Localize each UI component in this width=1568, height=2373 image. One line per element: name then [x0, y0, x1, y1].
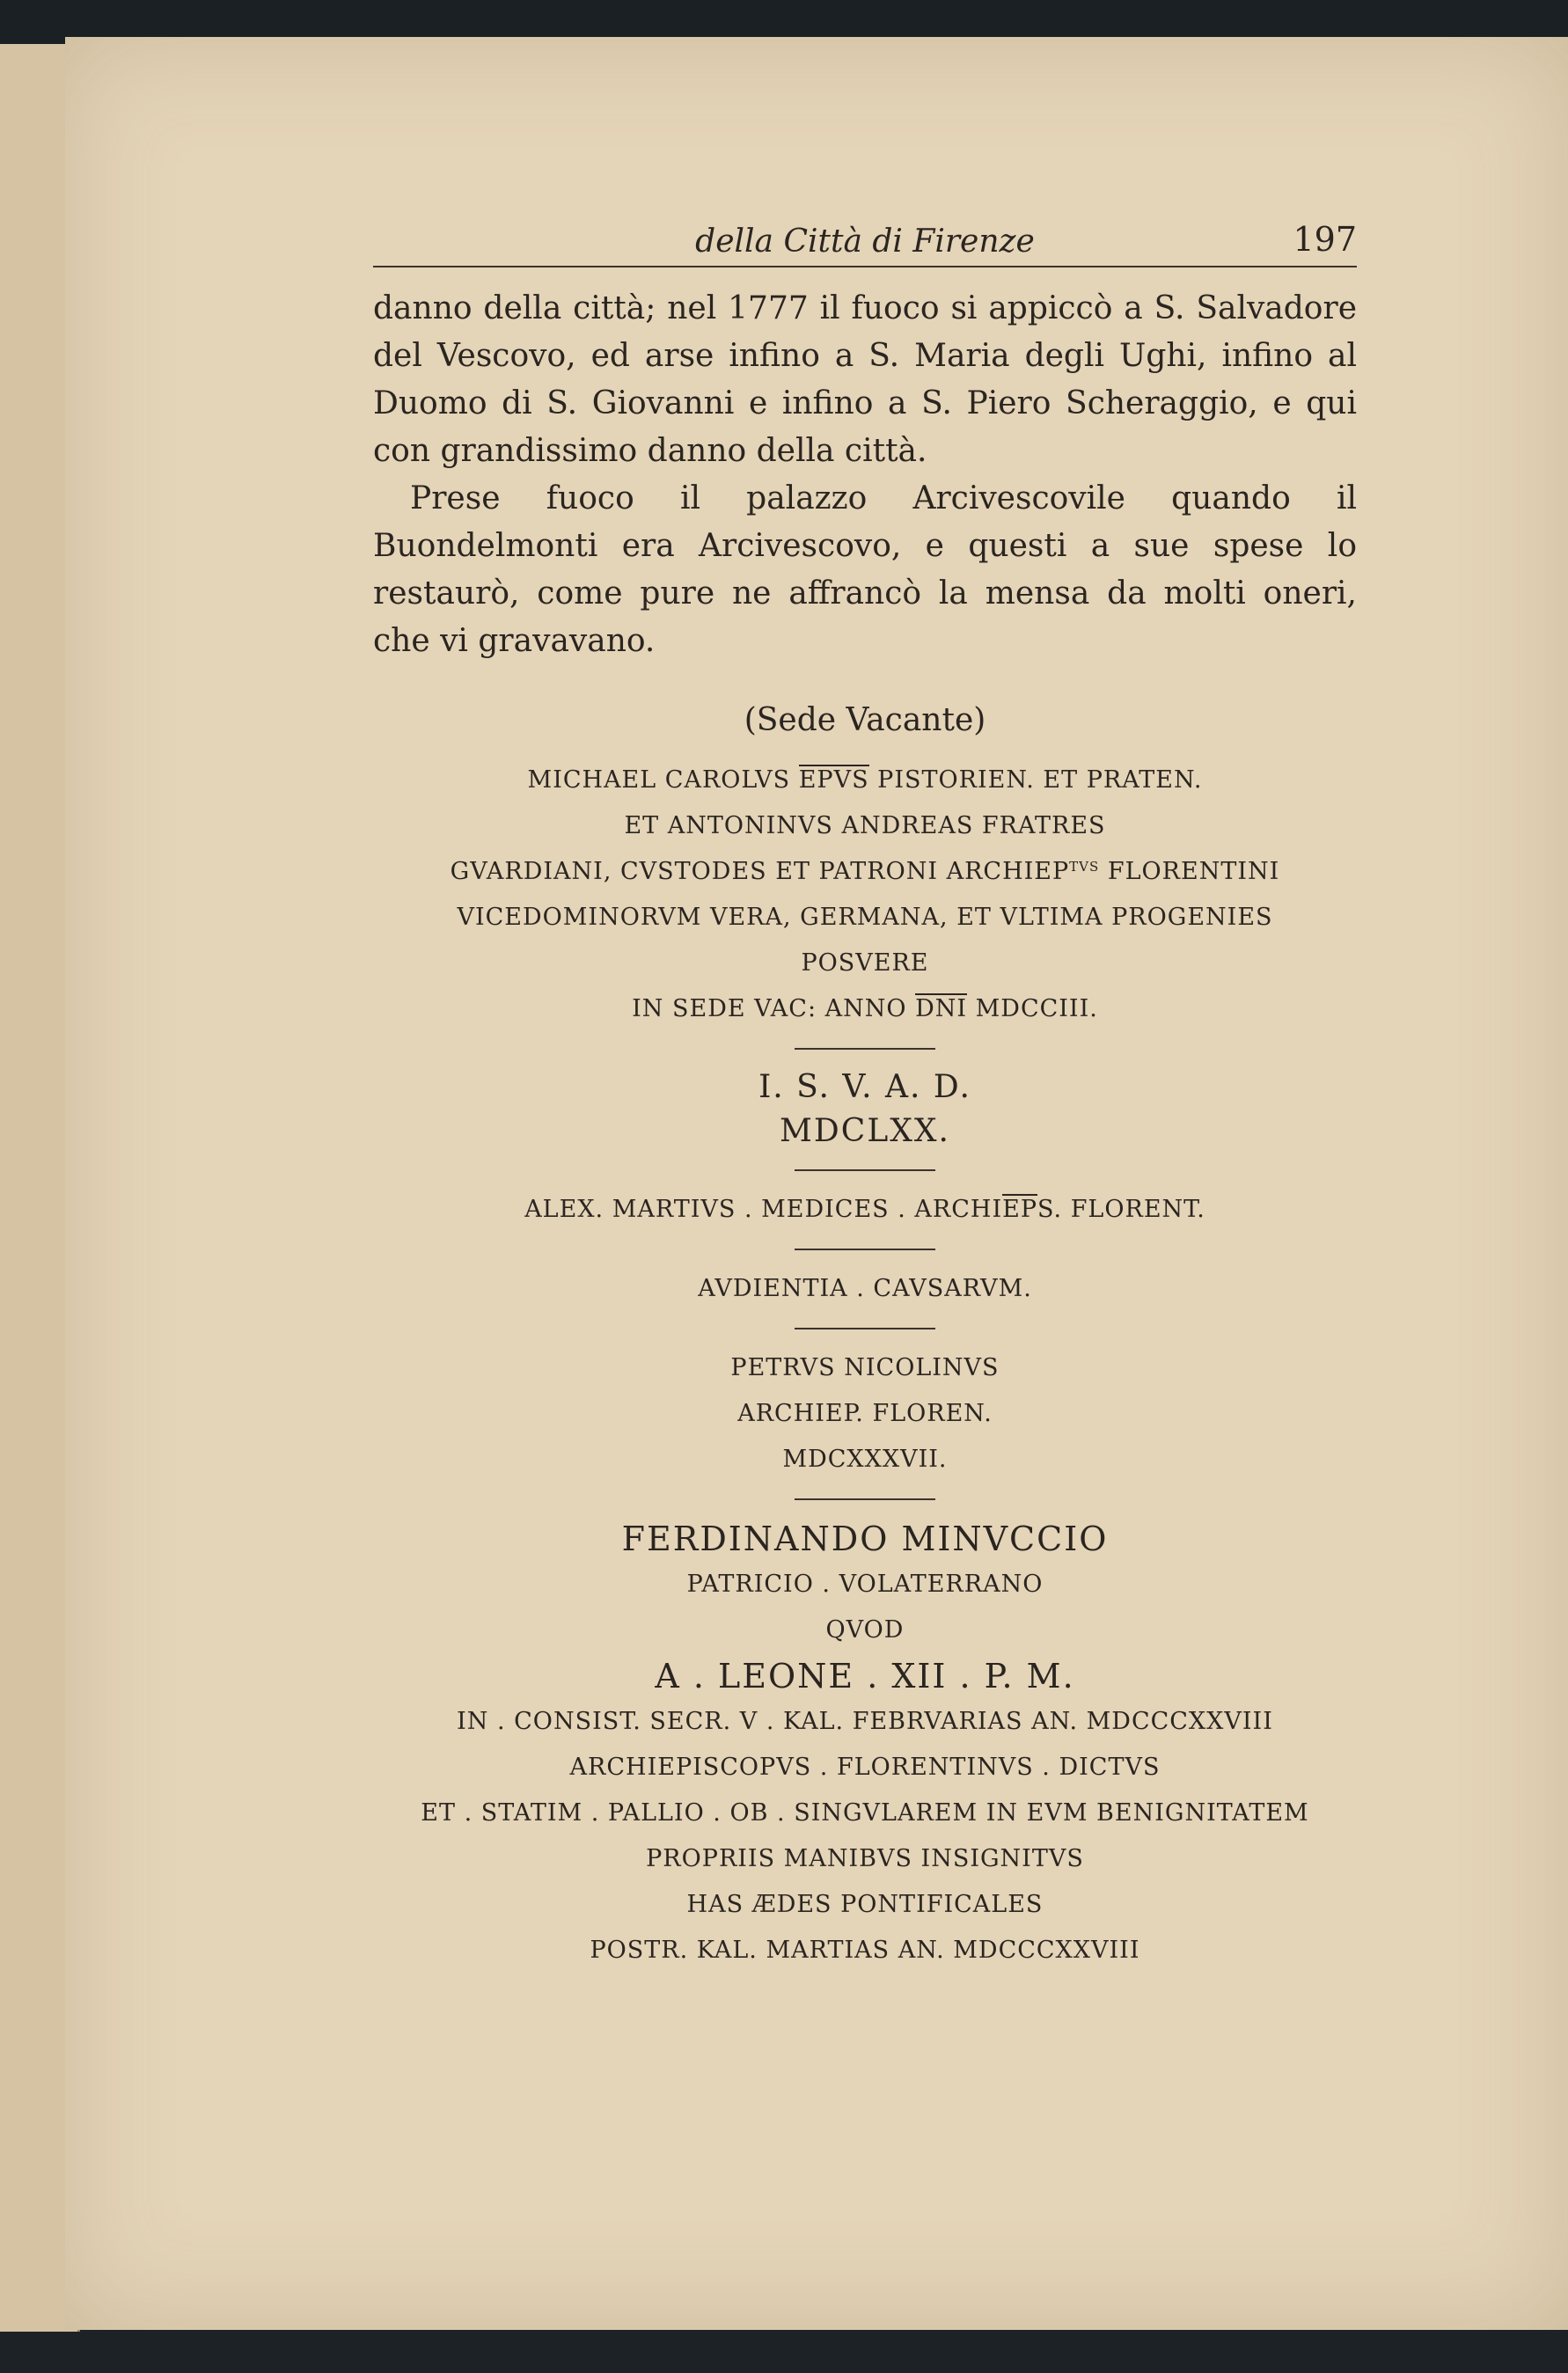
inscription-1-line-5: POSVERE: [801, 949, 929, 977]
inscription-1-line-1: [373, 758, 1357, 803]
inscription-1: [373, 758, 1357, 1032]
abbrev-ep: EP: [1002, 1196, 1037, 1223]
page-header: [373, 178, 1357, 267]
inscription-6-line-6: ARCHIEPISCOPVS . FLORENTINVS . DICTVS: [569, 1754, 1161, 1781]
divider-4: [795, 1328, 935, 1329]
inscription-6-line-5: IN . CONSIST. SECR. V . KAL. FEBRVARIAS AN. MDCCCXXVIII: [457, 1708, 1273, 1735]
text: PISTORIEN. ET PRATEN.: [868, 766, 1203, 794]
inscription-6-line-10: POSTR. KAL. MARTIAS AN. MDCCCXXVIII: [590, 1937, 1140, 1964]
inscription-4: AVDIENTIA . CAVSARVM.: [698, 1275, 1032, 1302]
text: MICHAEL CAROLVS: [527, 766, 799, 794]
inscription-2-line-2: MDCLXX.: [780, 1113, 950, 1149]
inscription-3: [373, 1187, 1357, 1233]
inscription-5-line-2: ARCHIEP. FLOREN.: [737, 1400, 993, 1427]
inscription-2-line-1: I. S. V. A. D.: [758, 1069, 971, 1105]
running-title: della Città di Firenze: [695, 223, 1035, 260]
inscription-5-line-3: MDCXXXVII.: [782, 1446, 948, 1473]
inscription-1-line-3: [373, 849, 1357, 895]
text: FLORENTINI: [1099, 858, 1280, 885]
abbrev-dni: DNI: [915, 995, 968, 1022]
page-number: 197: [1293, 220, 1357, 259]
inscription-6-line-9: HAS ÆDES PONTIFICALES: [686, 1891, 1044, 1918]
paragraph-1: danno della città; nel 1777 il fuoco si appiccò a S. Salvadore del Vescovo, ed arse infino a S. Maria degli Ughi, infino al Duomo di S. Giovanni e infino a S. Piero Scheraggio, e qui con grandissimo danno della città.: [373, 290, 1357, 469]
inscription-6: [373, 1516, 1357, 1974]
inscription-6-line-3: QVOD: [825, 1616, 905, 1644]
inscription-6-line-4: A . LEONE . XII . P. M.: [655, 1657, 1075, 1696]
inscription-5: [373, 1345, 1357, 1483]
inscription-6-line-7: ET . STATIM . PALLIO . OB . SINGVLAREM IN EVM BENIGNITATEM: [421, 1799, 1309, 1827]
paragraph-2: Prese fuoco il palazzo Arcivescovile quando il Buondelmonti era Arcivescovo, e questi a sue spese lo restaurò, come pure ne affrancò la mensa da molti oneri, che vi gravavano.: [373, 480, 1357, 659]
divider-2: [795, 1169, 935, 1171]
text: ALEX. MARTIVS . MEDICES . ARCHI: [524, 1196, 1003, 1223]
inscription-1-line-6: [373, 986, 1357, 1032]
book-page: [65, 37, 1568, 2330]
text: GVARDIANI, CVSTODES ET PATRONI ARCHIEP: [450, 858, 1070, 885]
superscript: TVS: [1069, 859, 1100, 875]
text: IN SEDE VAC: ANNO: [632, 995, 916, 1022]
inscription-2: [373, 1066, 1357, 1154]
sede-vacante-heading: (Sede Vacante): [744, 702, 986, 738]
inscription-6-line-8: PROPRIIS MANIBVS INSIGNITVS: [646, 1845, 1084, 1872]
divider-3: [795, 1249, 935, 1250]
inscription-6-line-2: PATRICIO . VOLATERRANO: [686, 1571, 1044, 1598]
inscription-5-line-1: PETRVS NICOLINVS: [730, 1354, 1000, 1381]
text: MDCCIII.: [967, 995, 1098, 1022]
divider-5: [795, 1498, 935, 1500]
inscription-6-line-1: FERDINANDO MINVCCIO: [621, 1520, 1109, 1558]
text: S. FLORENT.: [1037, 1196, 1205, 1223]
page-content: [373, 178, 1357, 1974]
inscription-1-line-4: VICEDOMINORVM VERA, GERMANA, ET VLTIMA PROGENIES: [457, 904, 1273, 931]
inscription-1-line-2: ET ANTONINVS ANDREAS FRATRES: [624, 812, 1106, 839]
divider-1: [795, 1048, 935, 1050]
abbrev-epvs: EPVS: [798, 766, 869, 794]
